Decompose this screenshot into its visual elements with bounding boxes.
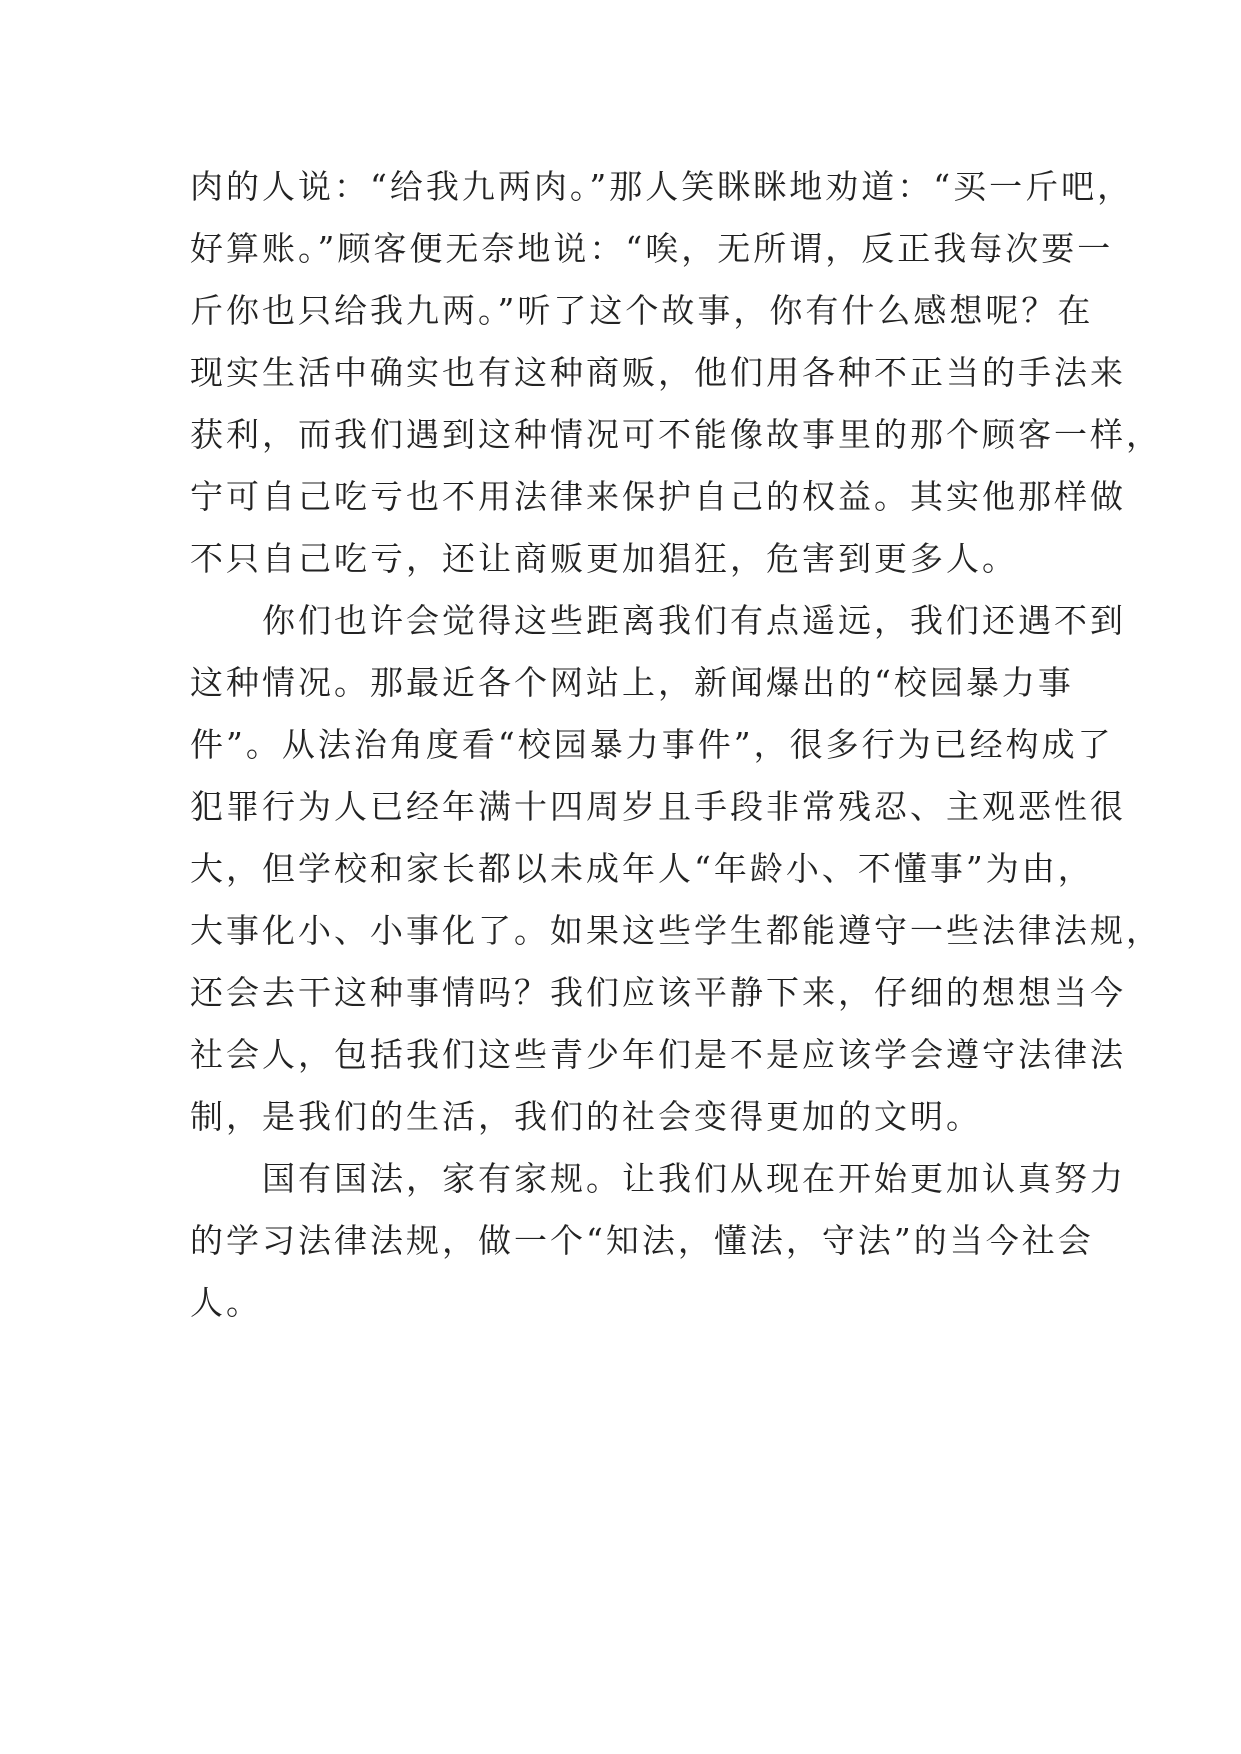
text-line-12: 大，但学校和家长都以未成年人“年龄小、不懂事”为由， xyxy=(190,849,1094,888)
text-line-2: 好算账。”顾客便无奈地说：“唉，无所谓，反正我每次要一 xyxy=(190,229,1114,268)
text-line-11: 犯罪行为人已经年满十四周岁且手段非常残忍、主观恶性很 xyxy=(190,787,1126,826)
text-line-18: 的学习法律法规，做一个“知法，懂法，守法”的当今社会 xyxy=(190,1221,1094,1260)
body-text xyxy=(190,156,1162,1334)
text-line-4: 现实生活中确实也有这种商贩，他们用各种不正当的手法来 xyxy=(190,353,1126,392)
text-line-16: 制，是我们的生活，我们的社会变得更加的文明。 xyxy=(190,1097,982,1136)
text-line-10: 件”。从法治角度看“校园暴力事件”，很多行为已经构成了 xyxy=(190,725,1114,764)
text-line-13: 大事化小、小事化了。如果这些学生都能遵守一些法律法规， xyxy=(190,911,1162,950)
text-line-3: 斤你也只给我九两。”听了这个故事，你有什么感想呢？在 xyxy=(190,291,1094,330)
text-line-7: 不只自己吃亏，还让商贩更加猖狂，危害到更多人。 xyxy=(190,539,1018,578)
text-line-5: 获利，而我们遇到这种情况可不能像故事里的那个顾客一样， xyxy=(190,415,1162,454)
text-line-1: 肉的人说：“给我九两肉。”那人笑眯眯地劝道：“买一斤吧， xyxy=(190,167,1134,206)
text-line-15: 社会人，包括我们这些青少年们是不是应该学会遵守法律法 xyxy=(190,1035,1126,1074)
text-line-6: 宁可自己吃亏也不用法律来保护自己的权益。其实他那样做 xyxy=(190,477,1126,516)
text-line-19: 人。 xyxy=(190,1283,262,1322)
text-line-17: 国有国法，家有家规。让我们从现在开始更加认真努力 xyxy=(262,1159,1126,1198)
text-line-14: 还会去干这种事情吗？我们应该平静下来，仔细的想想当今 xyxy=(190,973,1126,1012)
text-line-8: 你们也许会觉得这些距离我们有点遥远，我们还遇不到 xyxy=(262,601,1126,640)
text-line-9: 这种情况。那最近各个网站上，新闻爆出的“校园暴力事 xyxy=(190,663,1074,702)
